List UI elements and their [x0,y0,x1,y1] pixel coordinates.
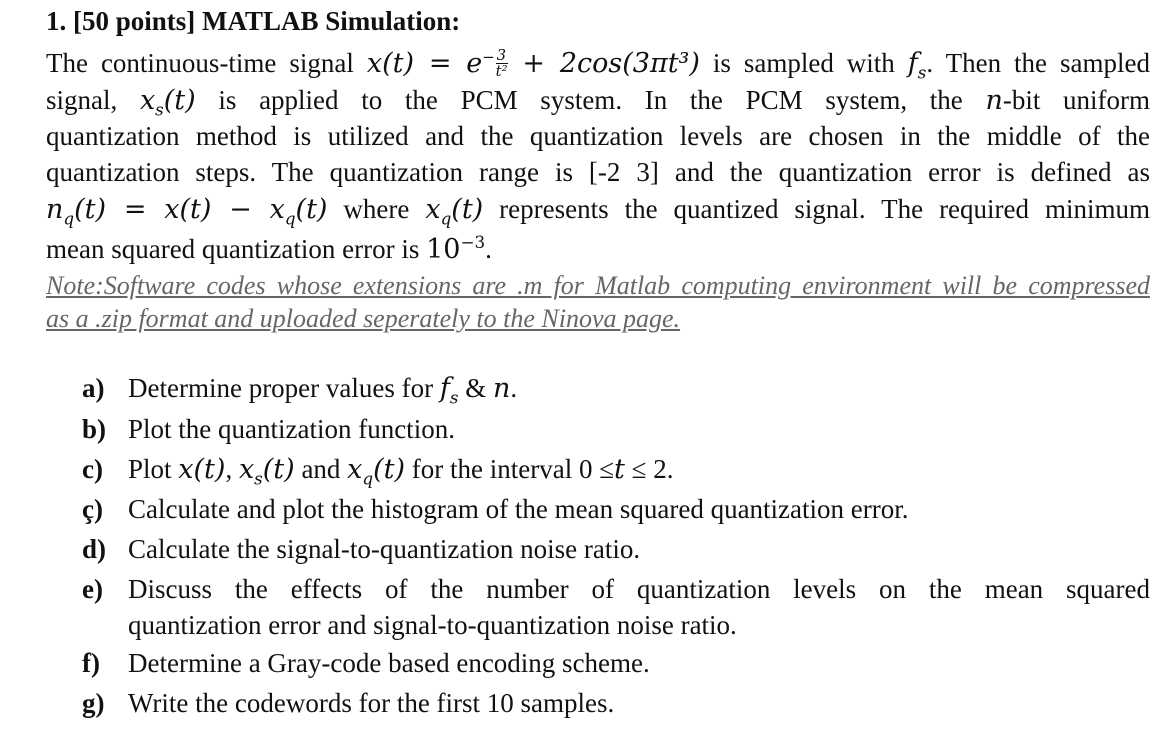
intro-line-1: The continuous-time signal x(t) = e− $\frac{3}{\text{t²}}$ + 2cos(3πt³) is sampled with $f_s$. Then the sampled [46,48,1150,83]
intro-line-4: quantization steps. The quantization range is [-2 3] and the quantization error is defined as [46,157,1150,187]
list-item-e-continued: quantization error and signal-to-quantization noise ratio. [128,610,737,640]
math-nq-def: $n_q(t) = x(t) - x_q(t)$ [46,194,328,229]
math-n: n [985,85,1003,116]
math-cos-term: + 2cos(3πt³) [507,48,700,79]
list-item-a: a) Determine proper values for $f_s$ & n. [82,373,518,408]
note-line-2: as a .zip format and uploaded seperately to the Ninova page. [46,304,681,333]
exponent-fraction: $\frac{3}{\text{t²}}$ [495,48,508,80]
list-item-g: g) Write the codewords for the first 10 samples. [82,688,615,718]
list-item-c-cedilla: ç) Calculate and plot the histogram of the mean squared quantization error. [82,494,909,524]
math-exp-base: e− $\frac{3}{\text{t²}}$ [466,48,508,80]
intro-line-6: mean squared quantization error is $10^{-3}$. [46,232,492,265]
list-item-d: d) Calculate the signal-to-quantization noise ratio. [82,534,641,564]
list-item-b: b) Plot the quantization function. [82,414,455,444]
math-mse-value: $10^{-3}$ [426,232,486,265]
list-item-f: f) Determine a Gray-code based encoding scheme. [82,648,650,678]
math-xq-t: $x_q(t)$ [425,194,484,229]
math-xs-t: $x_s(t)$ [139,85,196,120]
list-item-e: e) Discuss the effects of the number of quantization levels on the mean squared [82,574,1150,604]
math-fs: $f_s$ [907,48,927,83]
list-item-c: c) Plot x(t), $x_s(t)$ and $x_q(t)$ for the interval 0 ≤t ≤ 2. [82,454,674,489]
problem-title: 1. [50 points] MATLAB Simulation: [46,6,461,36]
intro-line-5: $n_q(t) = x(t) - x_q(t)$ where $x_q(t)$ represents the quantized signal. The required minimum [46,194,1150,229]
math-x-t: x(t) [366,48,415,79]
intro-line-2: signal, $x_s(t)$ is applied to the PCM system. In the PCM system, the n-bit uniform [46,85,1150,120]
intro-line-3: quantization method is utilized and the quantization levels are chosen in the middle of the [46,121,1150,151]
note-line-1: Note:Software codes whose extensions are .m for Matlab computing environment will be compressed [46,271,1150,300]
